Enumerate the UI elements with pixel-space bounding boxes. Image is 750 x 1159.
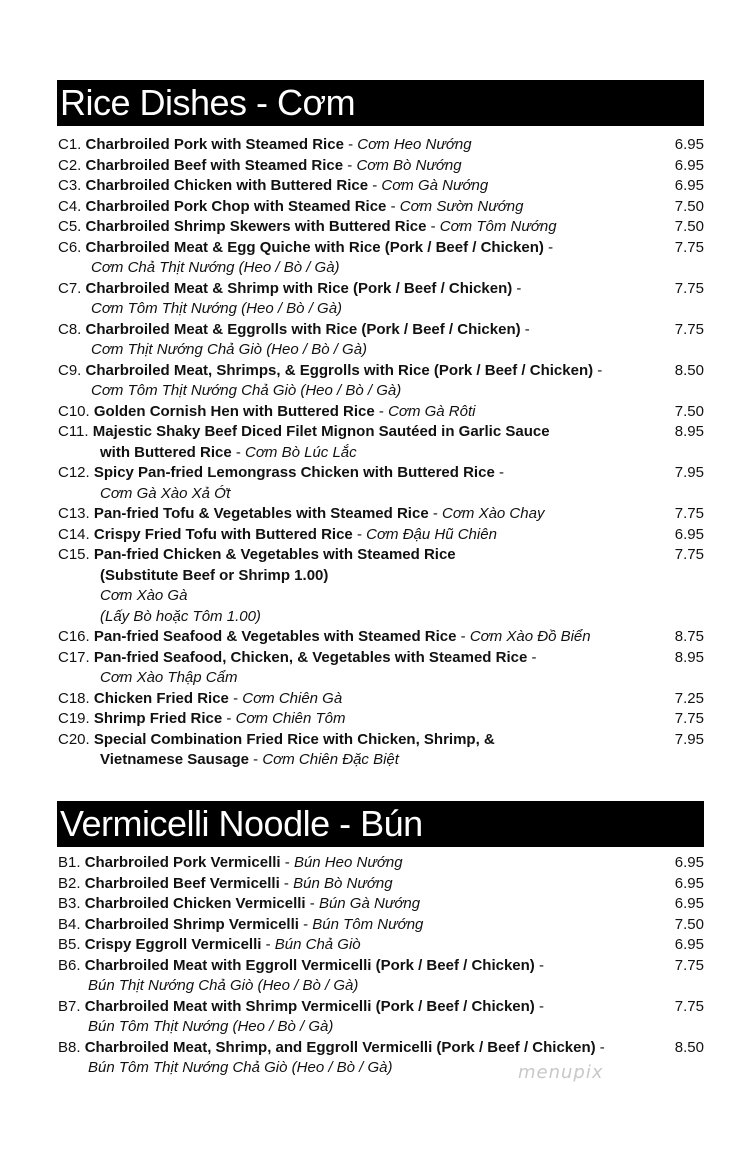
item-english-name: Charbroiled Chicken Vermicelli xyxy=(84,895,306,912)
separator: - xyxy=(368,177,382,194)
menu-item-c15[interactable] xyxy=(58,545,704,627)
separator: - xyxy=(595,1038,605,1056)
item-code: C13. xyxy=(58,505,90,522)
item-vietnamese-name: Cơm Tôm Thịt Nướng Chả Giò (Heo / Bò / Gà) xyxy=(91,382,402,399)
item-price: 7.75 xyxy=(674,505,704,522)
separator: - xyxy=(343,136,358,153)
menu-item-b8[interactable] xyxy=(58,1038,704,1079)
item-vietnamese-name: Cơm Xào Đồ Biển xyxy=(469,628,591,645)
item-english-name: Special Combination Fried Rice with Chicken, Shrimp, & xyxy=(93,730,495,748)
menu-item-b6[interactable] xyxy=(58,956,704,997)
item-vietnamese-name: Cơm Chả Thịt Nướng (Heo / Bò / Gà) xyxy=(91,259,340,276)
item-english-name: Chicken Fried Rice xyxy=(93,689,229,707)
separator: - xyxy=(352,525,367,543)
separator: - xyxy=(426,218,440,235)
item-code: C6. xyxy=(58,238,82,256)
item-vietnamese-name: Cơm Chiên Đặc Biệt xyxy=(262,751,399,768)
item-english-name: Spicy Pan-fried Lemongrass Chicken with Buttered Rice xyxy=(93,464,495,481)
item-code: C15. xyxy=(58,546,90,563)
item-code: C3. xyxy=(58,177,82,194)
separator: - xyxy=(534,956,544,974)
item-english-name: Charbroiled Pork with Steamed Rice xyxy=(85,136,344,153)
item-price: 8.75 xyxy=(674,628,704,645)
menu-item-c1[interactable] xyxy=(58,135,704,156)
item-english-name: Charbroiled Meat & Eggrolls with Rice (Pork / Beef / Chicken) xyxy=(85,320,521,338)
item-price: 6.95 xyxy=(674,895,704,912)
item-vietnamese-name: Bún Tôm Thịt Nướng (Heo / Bò / Gà) xyxy=(88,1018,334,1035)
item-price: 7.75 xyxy=(674,710,704,727)
item-vietnamese-note: (Lấy Bò hoặc Tôm 1.00) xyxy=(100,607,261,625)
item-code: C17. xyxy=(58,648,90,666)
item-price: 8.95 xyxy=(674,648,704,666)
item-price: 6.95 xyxy=(674,136,704,153)
separator: - xyxy=(512,279,522,297)
item-vietnamese-name: Cơm Gà Nướng xyxy=(381,177,489,194)
item-code: C12. xyxy=(58,464,90,481)
separator: - xyxy=(593,361,603,379)
menu-item-c10[interactable] xyxy=(58,402,704,423)
item-code: B3. xyxy=(58,895,81,912)
separator: - xyxy=(343,156,357,174)
item-english-note: (Substitute Beef or Shrimp 1.00) xyxy=(100,566,329,584)
item-english-name: Pan-fried Seafood, Chicken, & Vegetables with Steamed Rice xyxy=(93,648,528,666)
menu-item-b7[interactable] xyxy=(58,997,704,1038)
item-price: 6.95 xyxy=(674,177,704,194)
separator: - xyxy=(386,197,400,215)
menu-item-b3[interactable] xyxy=(58,894,704,915)
separator: - xyxy=(280,854,294,871)
item-code: C16. xyxy=(58,628,90,645)
menu-item-c8[interactable] xyxy=(58,320,704,361)
item-vietnamese-name: Cơm Xào Gà xyxy=(100,587,188,604)
item-code: C18. xyxy=(58,689,90,707)
separator: - xyxy=(374,402,389,420)
item-price: 8.95 xyxy=(674,423,704,440)
item-code: C11. xyxy=(58,423,89,440)
item-english-name: Pan-fried Seafood & Vegetables with Steamed Rice xyxy=(93,628,457,645)
menu-item-c14[interactable] xyxy=(58,525,704,546)
menu-item-b1[interactable] xyxy=(58,853,704,874)
item-price: 7.75 xyxy=(674,279,704,297)
item-english-name: Shrimp Fried Rice xyxy=(93,710,223,727)
separator: - xyxy=(228,689,243,707)
separator: - xyxy=(279,874,294,892)
item-vietnamese-name: Bún Bò Nướng xyxy=(293,874,393,892)
rice-section-title: Rice Dishes - Cơm xyxy=(57,80,704,126)
watermark-logo: menupix xyxy=(518,1062,604,1083)
item-price: 7.75 xyxy=(674,997,704,1015)
item-code: B6. xyxy=(58,956,81,974)
item-vietnamese-name: Cơm Chiên Gà xyxy=(242,689,343,707)
menu-item-c19[interactable] xyxy=(58,709,704,730)
item-code: C2. xyxy=(58,156,82,174)
menu-item-b4[interactable] xyxy=(58,915,704,936)
item-english-name-cont: with Buttered Rice xyxy=(100,443,232,461)
menu-item-b5[interactable] xyxy=(58,935,704,956)
item-english-name: Charbroiled Beef Vermicelli xyxy=(84,874,280,892)
item-vietnamese-name: Cơm Tôm Nướng xyxy=(439,218,557,235)
item-english-name: Charbroiled Meat & Shrimp with Rice (Pork / Beef / Chicken) xyxy=(85,279,513,297)
item-english-name: Golden Cornish Hen with Buttered Rice xyxy=(93,402,375,420)
item-vietnamese-name: Bún Gà Nướng xyxy=(318,895,421,912)
menu-item-c16[interactable] xyxy=(58,627,704,648)
item-code: C19. xyxy=(58,710,90,727)
item-vietnamese-name: Cơm Gà Rôti xyxy=(388,402,476,420)
menu-item-c9[interactable] xyxy=(58,361,704,402)
item-english-name-cont: Vietnamese Sausage xyxy=(100,751,249,768)
item-english-name: Charbroiled Meat, Shrimps, & Eggrolls with Rice (Pork / Beef / Chicken) xyxy=(85,361,594,379)
item-english-name: Charbroiled Shrimp Skewers with Buttered Rice xyxy=(85,218,427,235)
item-vietnamese-name: Cơm Gà Xào Xả Ớt xyxy=(100,484,231,502)
item-english-name: Charbroiled Pork Vermicelli xyxy=(84,854,281,871)
item-price: 8.50 xyxy=(674,1038,704,1056)
item-vietnamese-name: Cơm Sườn Nướng xyxy=(399,197,524,215)
rice-menu-list xyxy=(58,135,704,771)
separator: - xyxy=(261,936,275,953)
item-code: B7. xyxy=(58,997,81,1015)
item-code: B1. xyxy=(58,854,81,871)
item-english-name: Pan-fried Chicken & Vegetables with Steamed Rice xyxy=(93,546,456,563)
item-english-name: Crispy Eggroll Vermicelli xyxy=(84,936,262,953)
item-code: C20. xyxy=(58,730,90,748)
menu-item-c6[interactable] xyxy=(58,238,704,279)
item-english-name: Charbroiled Meat with Eggroll Vermicelli (Pork / Beef / Chicken) xyxy=(84,956,535,974)
item-code: C14. xyxy=(58,525,90,543)
menu-item-c3[interactable] xyxy=(58,176,704,197)
item-vietnamese-name: Cơm Bò Lúc Lắc xyxy=(245,443,357,461)
item-code: B5. xyxy=(58,936,81,953)
separator: - xyxy=(520,320,530,338)
item-english-name: Charbroiled Pork Chop with Steamed Rice xyxy=(85,197,387,215)
item-english-name: Charbroiled Meat & Egg Quiche with Rice (Pork / Beef / Chicken) xyxy=(85,238,544,256)
item-price: 7.50 xyxy=(674,915,704,933)
item-price: 6.95 xyxy=(674,936,704,953)
separator: - xyxy=(428,505,443,522)
item-code: B8. xyxy=(58,1038,81,1056)
separator: - xyxy=(456,628,470,645)
menu-item-c12[interactable] xyxy=(58,463,704,504)
item-vietnamese-name: Cơm Heo Nướng xyxy=(357,136,472,153)
separator: - xyxy=(248,751,263,768)
item-vietnamese-name: Cơm Xào Thập Cẩm xyxy=(100,669,238,686)
item-price: 6.95 xyxy=(674,854,704,871)
separator: - xyxy=(231,443,246,461)
item-vietnamese-name: Cơm Thịt Nướng Chả Giò (Heo / Bò / Gà) xyxy=(91,341,368,358)
separator: - xyxy=(298,915,313,933)
item-price: 8.50 xyxy=(674,361,704,379)
item-code: C7. xyxy=(58,279,82,297)
item-code: C4. xyxy=(58,197,82,215)
item-code: B2. xyxy=(58,874,81,892)
item-price: 7.95 xyxy=(674,464,704,481)
item-english-name: Charbroiled Beef with Steamed Rice xyxy=(85,156,344,174)
item-vietnamese-name: Cơm Tôm Thịt Nướng (Heo / Bò / Gà) xyxy=(91,300,343,317)
item-english-name: Charbroiled Meat with Shrimp Vermicelli (Pork / Beef / Chicken) xyxy=(84,997,535,1015)
item-price: 7.75 xyxy=(674,956,704,974)
item-english-name: Charbroiled Meat, Shrimp, and Eggroll Vermicelli (Pork / Beef / Chicken) xyxy=(84,1038,596,1056)
item-vietnamese-name: Bún Heo Nướng xyxy=(293,854,403,871)
separator: - xyxy=(543,238,554,256)
menu-item-c5[interactable] xyxy=(58,217,704,238)
bun-section-title: Vermicelli Noodle - Bún xyxy=(57,801,704,847)
item-vietnamese-name: Bún Tôm Thịt Nướng Chả Giò (Heo / Bò / Gà) xyxy=(88,1059,393,1076)
item-code: B4. xyxy=(58,915,81,933)
item-code: C1. xyxy=(58,136,82,153)
item-english-name: Majestic Shaky Beef Diced Filet Mignon Sautéed in Garlic Sauce xyxy=(92,423,550,440)
item-price: 7.50 xyxy=(674,218,704,235)
item-vietnamese-name: Bún Tôm Nướng xyxy=(312,915,424,933)
menu-item-c20[interactable] xyxy=(58,730,704,771)
item-price: 7.75 xyxy=(674,238,704,256)
item-vietnamese-name: Bún Chả Giò xyxy=(274,936,361,953)
item-code: C5. xyxy=(58,218,82,235)
item-vietnamese-name: Cơm Xào Chay xyxy=(442,505,545,522)
separator: - xyxy=(305,895,319,912)
item-price: 6.95 xyxy=(674,874,704,892)
item-price: 7.50 xyxy=(674,402,704,420)
item-vietnamese-name: Bún Thịt Nướng Chả Giò (Heo / Bò / Gà) xyxy=(88,977,359,994)
bun-menu-list xyxy=(58,853,704,1079)
item-price: 7.75 xyxy=(674,546,704,563)
item-english-name: Pan-fried Tofu & Vegetables with Steamed Rice xyxy=(93,505,429,522)
separator: - xyxy=(494,464,504,481)
menu-item-c17[interactable] xyxy=(58,648,704,689)
separator: - xyxy=(534,997,544,1015)
item-price: 7.95 xyxy=(674,730,704,748)
menu-item-c7[interactable] xyxy=(58,279,704,320)
item-price: 6.95 xyxy=(674,156,704,174)
item-vietnamese-name: Cơm Bò Nướng xyxy=(356,156,462,174)
item-english-name: Charbroiled Shrimp Vermicelli xyxy=(84,915,299,933)
item-english-name: Crispy Fried Tofu with Buttered Rice xyxy=(93,525,353,543)
menu-item-c18[interactable] xyxy=(58,689,704,710)
item-price: 7.25 xyxy=(674,689,704,707)
item-price: 7.75 xyxy=(674,320,704,338)
item-vietnamese-name: Cơm Chiên Tôm xyxy=(235,710,346,727)
separator: - xyxy=(222,710,236,727)
item-code: C9. xyxy=(58,361,82,379)
menu-item-c4[interactable] xyxy=(58,197,704,218)
item-price: 7.50 xyxy=(674,197,704,215)
item-code: C10. xyxy=(58,402,90,420)
menu-item-c11[interactable] xyxy=(58,422,704,463)
separator: - xyxy=(527,648,537,666)
item-price: 6.95 xyxy=(674,525,704,543)
menu-item-c13[interactable] xyxy=(58,504,704,525)
item-code: C8. xyxy=(58,320,82,338)
menu-item-c2[interactable] xyxy=(58,156,704,177)
item-english-name: Charbroiled Chicken with Buttered Rice xyxy=(85,177,369,194)
menu-item-b2[interactable] xyxy=(58,874,704,895)
item-vietnamese-name: Cơm Đậu Hũ Chiên xyxy=(366,525,497,543)
